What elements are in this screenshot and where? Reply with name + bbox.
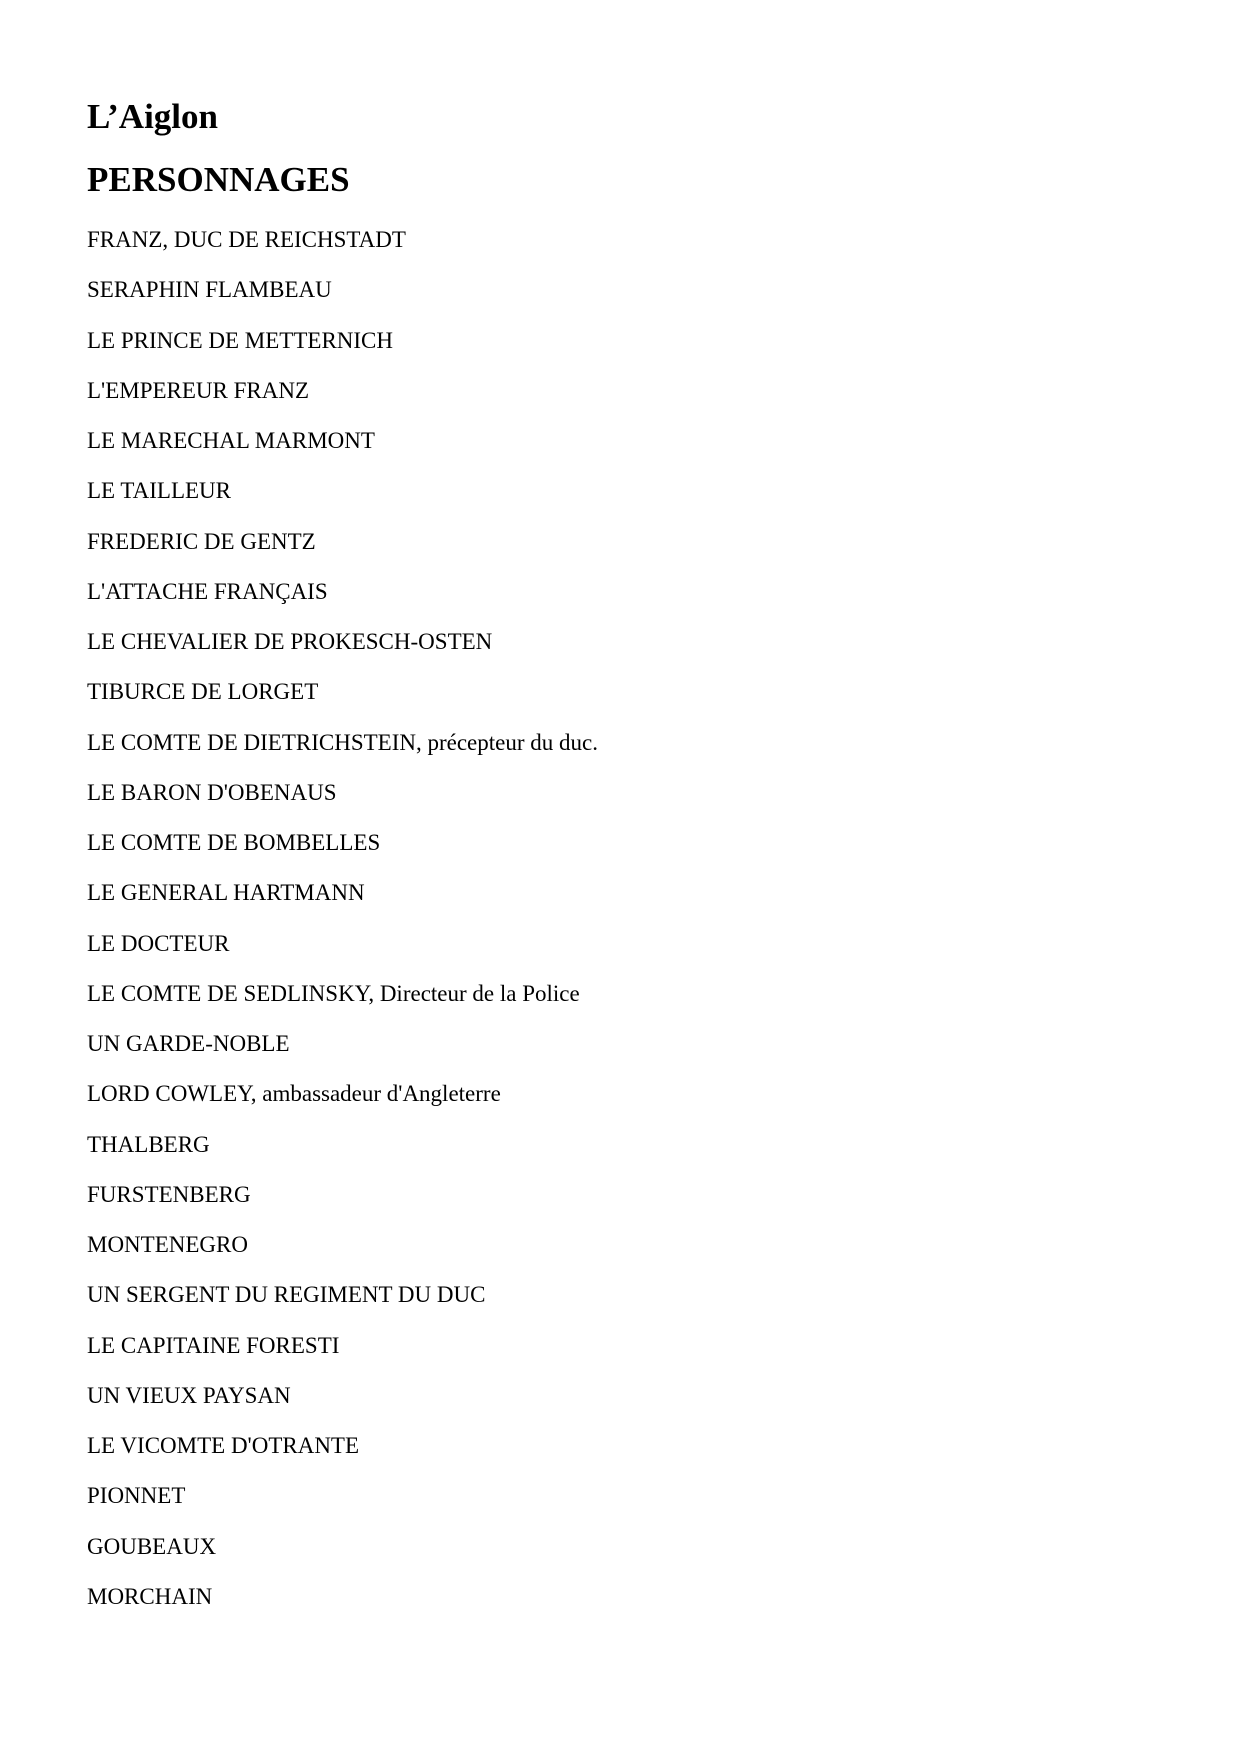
character-entry: FRANZ, DUC DE REICHSTADT	[87, 227, 406, 252]
character-entry: UN SERGENT DU REGIMENT DU DUC	[87, 1282, 486, 1308]
character-entry: THALBERG	[87, 1131, 210, 1157]
section-heading: PERSONNAGES	[87, 160, 350, 199]
character-entry: FREDERIC DE GENTZ	[87, 528, 316, 554]
character-entry: FURSTENBERG	[87, 1181, 251, 1207]
character-entry: TIBURCE DE LORGET	[87, 679, 319, 705]
character-entry: LE GENERAL HARTMANN	[87, 880, 365, 906]
character-entry: UN VIEUX PAYSAN	[87, 1382, 291, 1408]
character-entry: PIONNET	[87, 1483, 186, 1509]
character-entry: LE DOCTEUR	[87, 930, 230, 956]
character-entry: L'EMPEREUR FRANZ	[87, 377, 310, 403]
character-entry: SERAPHIN FLAMBEAU	[87, 277, 332, 303]
character-entry: LE COMTE DE BOMBELLES	[87, 830, 381, 855]
character-entry: L'ATTACHE FRANÇAIS	[87, 578, 328, 604]
character-list	[87, 225, 598, 1632]
character-entry: LE COMTE DE DIETRICHSTEIN, précepteur du duc.	[87, 729, 598, 755]
document-title: L’Aiglon	[87, 97, 218, 136]
character-entry: MORCHAIN	[87, 1583, 213, 1609]
character-entry: GOUBEAUX	[87, 1533, 217, 1559]
character-entry: LE BARON D'OBENAUS	[87, 779, 337, 805]
character-entry: LE MARECHAL MARMONT	[87, 428, 375, 453]
character-entry: LE COMTE DE SEDLINSKY, Directeur de la Police	[87, 980, 580, 1006]
character-entry: MONTENEGRO	[87, 1232, 248, 1257]
character-entry: LORD COWLEY, ambassadeur d'Angleterre	[87, 1081, 501, 1107]
character-entry: LE CAPITAINE FORESTI	[87, 1332, 340, 1358]
character-entry: UN GARDE-NOBLE	[87, 1031, 290, 1056]
character-entry: LE TAILLEUR	[87, 478, 232, 504]
character-entry: LE VICOMTE D'OTRANTE	[87, 1433, 360, 1458]
character-entry: LE PRINCE DE METTERNICH	[87, 327, 394, 353]
character-entry: LE CHEVALIER DE PROKESCH-OSTEN	[87, 629, 493, 654]
